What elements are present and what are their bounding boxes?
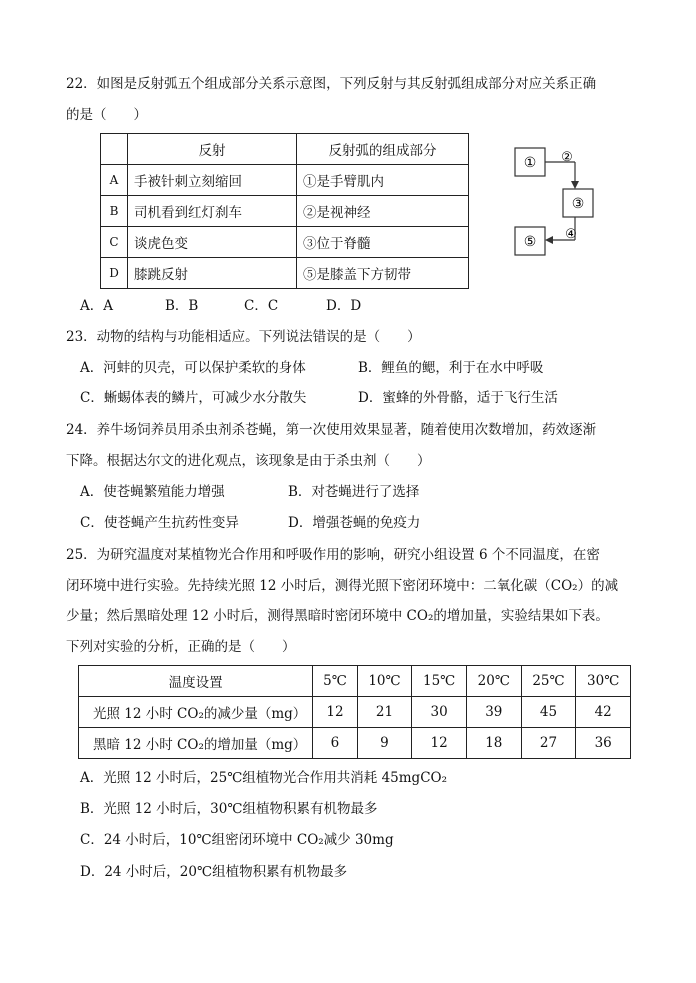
table-row [79,697,631,728]
q24-option-c[interactable]: C．使苍蝇产生抗药性变异 [80,515,239,531]
q24-stem-line1: 24．养牛场饲养员用杀虫剂杀苍蝇，第一次使用效果显著，随着使用次数增加，药效逐渐 [66,422,597,438]
q24-stem-line2: 下降。根据达尔文的进化观点，该现象是由于杀虫剂（ ） [66,453,431,469]
row-part: ①是手臂肌内 [297,165,469,196]
row-letter: D [101,258,128,289]
q22-stem-line1: 22．如图是反射弧五个组成部分关系示意图，下列反射与其反射弧组成部分对应关系正确 [66,76,597,92]
row-letter: B [101,196,128,227]
table-row [101,165,469,196]
q22-option-c[interactable]: C．C [244,298,279,314]
value-cell: 45 [521,697,576,728]
row-dark-label: 黑暗 12 小时 CO₂的增加量（mg） [79,728,313,759]
value-cell: 6 [313,728,357,759]
row-part: ③位于脊髓 [297,227,469,258]
value-cell: 39 [466,697,521,728]
value-cell: 21 [357,697,412,728]
table-row [101,196,469,227]
diagram-label-4: ④ [565,227,577,242]
q22-table [100,133,469,289]
table-header-row [79,666,631,697]
temp-cell: 10℃ [357,666,412,697]
table-header-row [101,134,469,165]
row-reflex: 谈虎色变 [128,227,297,258]
q25-option-d[interactable]: D．24 小时后，20℃组植物积累有机物最多 [80,864,348,880]
q25-stem-line1: 25．为研究温度对某植物光合作用和呼吸作用的影响，研究小组设置 6 个不同温度，在密 [66,547,600,563]
row-part: ⑤是膝盖下方韧带 [297,258,469,289]
header-reflex: 反射 [128,134,297,165]
temp-cell: 25℃ [521,666,576,697]
table-row [101,258,469,289]
q22-option-b[interactable]: B．B [165,298,199,314]
reflex-arc-diagram [505,143,605,263]
header-part: 反射弧的组成部分 [297,134,469,165]
table-row [79,728,631,759]
q23-option-b[interactable]: B．鲤鱼的鳃，利于在水中呼吸 [358,360,544,376]
value-cell: 27 [521,728,576,759]
row-part: ②是视神经 [297,196,469,227]
q23-stem: 23．动物的结构与功能相适应。下列说法错误的是（ ） [66,329,421,345]
row-light-label: 光照 12 小时 CO₂的减少量（mg） [79,697,313,728]
row-reflex: 司机看到红灯刹车 [128,196,297,227]
q24-option-b[interactable]: B．对苍蝇进行了选择 [288,484,420,500]
q23-option-d[interactable]: D．蜜蜂的外骨骼，适于飞行生活 [358,390,558,406]
value-cell: 36 [576,728,631,759]
diagram-label-3: ③ [571,196,585,212]
value-cell: 12 [313,697,357,728]
q23-option-a[interactable]: A．河蚌的贝壳，可以保护柔软的身体 [80,360,306,376]
q25-option-b[interactable]: B．光照 12 小时后，30℃组植物积累有机物最多 [80,801,378,817]
temp-cell: 5℃ [313,666,357,697]
q25-table [78,665,631,759]
q25-stem-line3: 少量；然后黑暗处理 12 小时后，测得黑暗时密闭环境中 CO₂的增加量，实验结果如下表。 [66,608,609,624]
diagram-label-2: ② [561,150,573,165]
q22-stem-line2: 的是（ ） [66,107,147,123]
row-letter: A [101,165,128,196]
q25-option-c[interactable]: C．24 小时后，10℃组密闭环境中 CO₂减少 30mg [80,832,394,848]
value-cell: 9 [357,728,412,759]
header-temp: 温度设置 [79,666,313,697]
q22-option-d[interactable]: D．D [326,298,362,314]
temp-cell: 30℃ [576,666,631,697]
value-cell: 12 [412,728,467,759]
value-cell: 18 [466,728,521,759]
diagram-label-5: ⑤ [523,234,537,250]
table-row [101,227,469,258]
row-reflex: 手被针刺立刻缩回 [128,165,297,196]
q22-option-a[interactable]: A．A [80,298,113,314]
q25-stem-line2: 闭环境中进行实验。先持续光照 12 小时后，测得光照下密闭环境中：二氧化碳（CO₂）的减 [66,578,619,594]
temp-cell: 15℃ [412,666,467,697]
row-letter: C [101,227,128,258]
q24-option-a[interactable]: A．使苍蝇繁殖能力增强 [80,484,225,500]
value-cell: 30 [412,697,467,728]
q25-option-a[interactable]: A．光照 12 小时后，25℃组植物光合作用共消耗 45mgCO₂ [80,770,448,786]
diagram-label-1: ① [523,155,537,171]
row-reflex: 膝跳反射 [128,258,297,289]
q25-stem-line4: 下列对实验的分析，正确的是（ ） [66,639,296,655]
q23-option-c[interactable]: C．蜥蜴体表的鳞片，可减少水分散失 [80,390,307,406]
temp-cell: 20℃ [466,666,521,697]
q24-option-d[interactable]: D．增强苍蝇的免疫力 [288,515,421,531]
value-cell: 42 [576,697,631,728]
